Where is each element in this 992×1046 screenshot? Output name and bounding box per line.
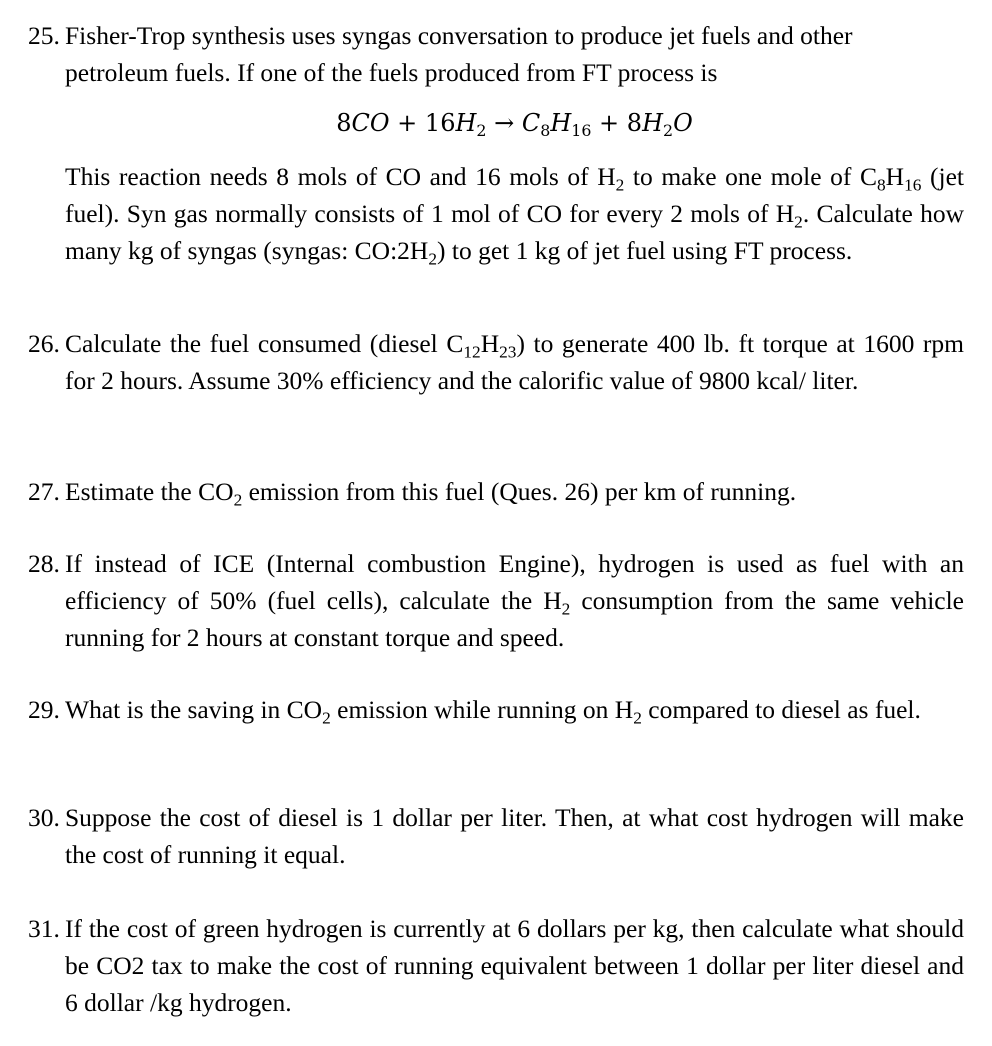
question-29 xyxy=(28,691,964,728)
question-intro-line-2: petroleum fuels. If one of the fuels produced from FT process is xyxy=(65,58,718,87)
question-26 xyxy=(28,325,964,399)
question-intro-line-1: Fisher-Trop synthesis uses syngas conversation to produce jet fuels and other xyxy=(65,21,853,50)
question-text: If instead of ICE (Internal combustion Engine), hydrogen is used as fuel with an efficiency of 50% (fuel cells), calculate the $H_2$ consumption from the same vehicle running for 2 hours at constant torque and speed. xyxy=(65,549,964,652)
question-body xyxy=(65,473,964,510)
question-28 xyxy=(28,545,964,656)
reaction-equation: $8CO + 16H_2 \to C_8H_{16} + 8H_2O$ xyxy=(336,109,693,141)
question-number: 27. xyxy=(28,477,60,506)
question-text: Calculate the fuel consumed (diesel $C_{12}H_{23}$) to generate 400 lb. ft torque at 1600 rpm for 2 hours. Assume 30% efficiency and the calorific value of 9800 kcal/ liter. xyxy=(65,329,964,395)
question-body xyxy=(65,545,964,656)
question-text: Estimate the $CO_2$ emission from this fuel (Ques. 26) per km of running. xyxy=(65,477,797,510)
question-27 xyxy=(28,473,964,510)
question-body xyxy=(65,910,964,1021)
question-number: 25. xyxy=(28,21,60,50)
question-number: 29. xyxy=(28,695,60,724)
question-text: What is the saving in $CO_2$ emission while running on $H_2$ compared to diesel as fuel. xyxy=(65,695,921,728)
question-number: 28. xyxy=(28,549,60,578)
question-31 xyxy=(28,910,964,1021)
question-body xyxy=(65,691,964,728)
question-text: Suppose the cost of diesel is 1 dollar per liter. Then, at what cost hydrogen will make the cost of running it equal. xyxy=(65,803,964,869)
question-text: If the cost of green hydrogen is currently at 6 dollars per kg, then calculate what should be CO2 tax to make the cost of running equivalent between 1 dollar per liter diesel and 6 dollar /kg hydrogen. xyxy=(65,914,964,1017)
question-body xyxy=(65,17,964,269)
question-body xyxy=(65,799,964,873)
question-number: 26. xyxy=(28,329,60,358)
question-number: 31. xyxy=(28,914,60,943)
question-body xyxy=(65,325,964,399)
question-30 xyxy=(28,799,964,873)
question-number: 30. xyxy=(28,803,60,832)
question-25 xyxy=(28,17,964,269)
question-paragraph: This reaction needs 8 mols of CO and 16 mols of $H_2$ to make one mole of $C_8H_{16}$ (jet fuel). Syn gas normally consists of 1 mol of CO for every 2 mols of $H_2$. Calculate how many kg of syngas (syngas: $CO:2H_2$) to get 1 kg of jet fuel using FT process. xyxy=(65,162,964,269)
